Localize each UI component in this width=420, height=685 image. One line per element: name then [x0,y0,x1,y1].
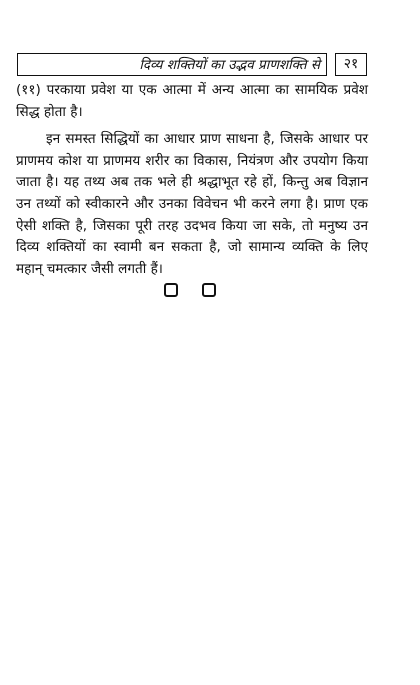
page-number: २१ [335,53,367,76]
body-text [16,80,368,280]
header-title: दिव्य शक्तियों का उद्भव प्राणशक्ति से [139,57,320,73]
paragraph: इन समस्त सिद्धियों का आधार प्राण साधना है, जिसके आधार पर प्राणमय कोश या प्राणमय शरीर का विकास, नियंत्रण और उपयोग किया जाता है। यह तथ्य अब तक भले ही श्रद्धाभूत रहे हों, किन्तु अब विज्ञान उन तथ्यों को स्वीकारने और उनका विवेचन भी करने लगा है। प्राण एक ऐसी शक्ति है, जिसका पूरी तरह उदभव किया जा सके, तो मनुष्य उन दिव्य शक्तियों का स्वामी बन सकता है, जो सामान्य व्यक्ति के लिए महान् चमत्कार जैसी लगती हैं। [16,131,368,277]
paragraph: (११) परकाया प्रवेश या एक आत्मा में अन्य आत्मा का सामयिक प्रवेश सिद्ध होता है। [16,82,368,120]
section-end-ornaments [162,283,222,299]
square-ornament-icon [164,283,178,297]
running-header [17,53,327,76]
square-ornament-icon [202,283,216,297]
